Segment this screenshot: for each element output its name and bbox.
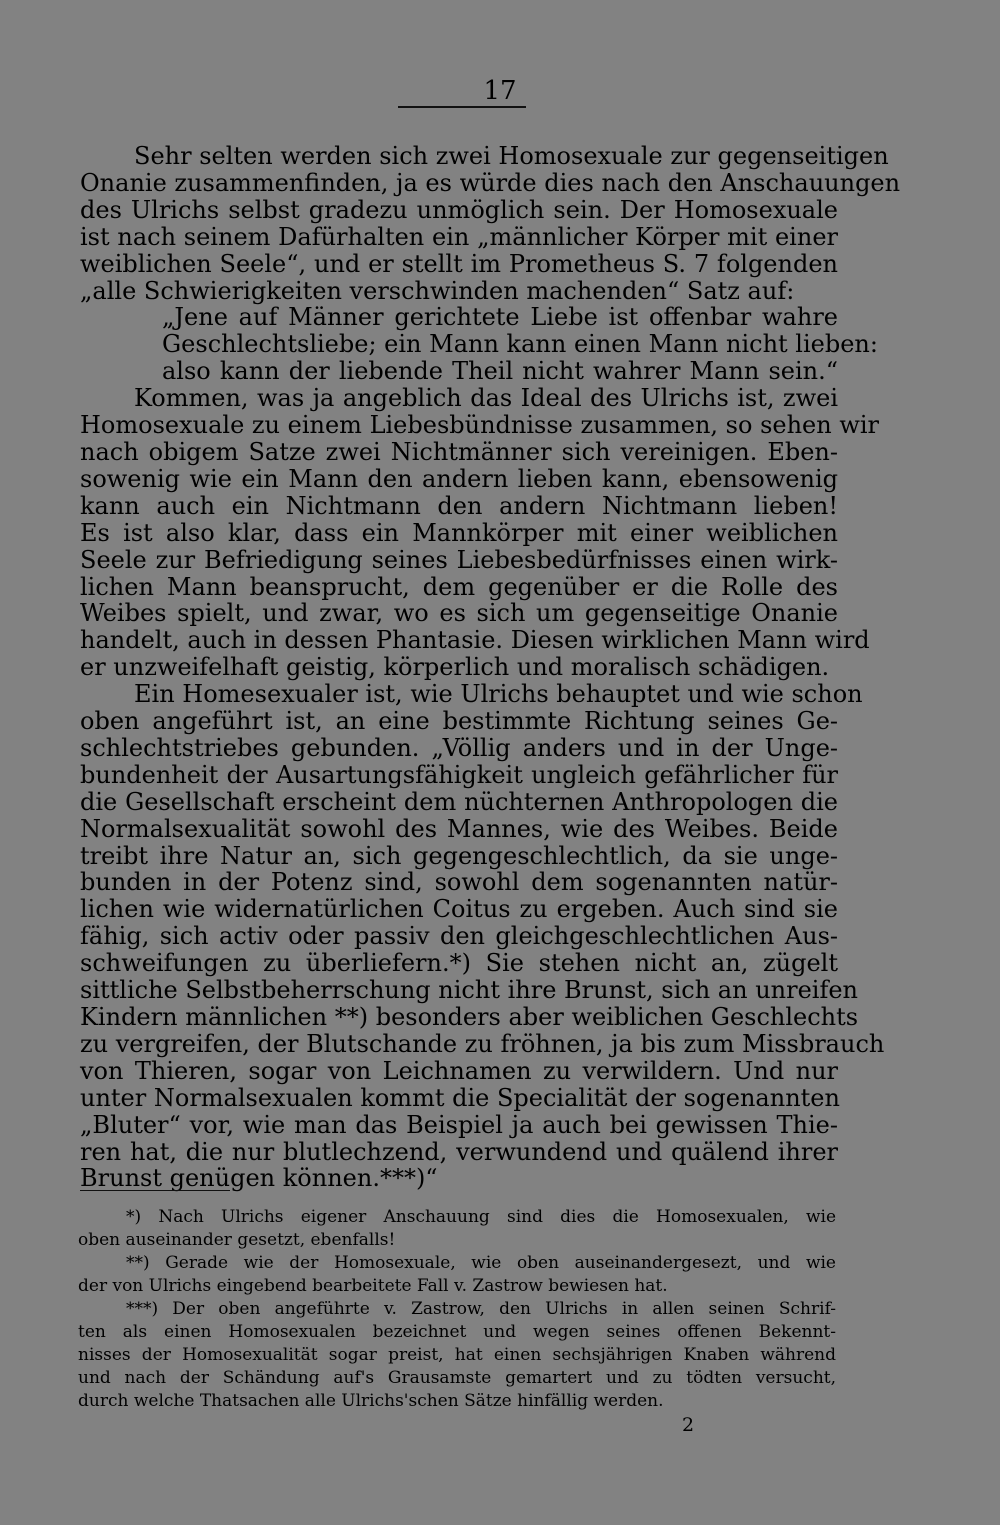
footnote-line: ten als einen Homosexualen bezeichnet und wegen seines offenen Bekennt- [78,1322,836,1342]
text-line: also kann der liebende Theil nicht wahrer Mann sein.“ [162,357,838,386]
text-line: zu vergreifen, der Blutschande zu fröhnen, ja bis zum Missbrauch [80,1029,885,1058]
text-line: Sehr selten werden sich zwei Homosexuale zur gegenseitigen [134,142,889,170]
text-line: ren hat, die nur blutlechzend, verwundend und quälend ihrer [80,1137,838,1166]
footnote-separator [80,1190,230,1191]
body-text [80,142,901,1193]
text-line: des Ulrichs selbst gradezu unmöglich sein. Der Homosexuale [80,195,838,224]
text-line: Kommen, was ja angeblich das Ideal des Ulrichs ist, zwei [134,384,838,413]
text-line: Normalsexualität sowohl des Mannes, wie des Weibes. Beide [80,814,838,843]
footnote-line: und nach der Schändung auf's Grausamste gemartert und zu tödten versucht, [78,1368,836,1388]
text-line: „Jene auf Männer gerichtete Liebe ist offenbar wahre [162,303,838,332]
text-line: kann auch ein Nichtmann den andern Nichtmann lieben! [80,491,838,520]
footnote-line: der von Ulrichs eingebend bearbeitete Fall v. Zastrow bewiesen hat. [78,1276,668,1296]
page-number-rule [398,106,526,108]
text-line: sittliche Selbstbeherrschung nicht ihre Brunst, sich an unreifen [80,976,859,1005]
text-line: „Bluter“ vor, wie man das Beispiel ja auch bei gewissen Thie- [80,1110,838,1139]
text-line: von Thieren, sogar von Leichnamen zu verwildern. Und nur [80,1056,838,1085]
text-line: weiblichen Seele“, und er stellt im Prometheus S. 7 folgenden [80,249,838,278]
text-line: Weibes spielt, und zwar, wo es sich um gegenseitige Onanie [80,599,838,628]
footnote-line: oben auseinander gesetzt, ebenfalls! [78,1230,396,1250]
footnote-line: durch welche Thatsachen alle Ulrichs'schen Sätze hinfällig werden. [78,1391,664,1411]
text-line: Geschlechtsliebe; ein Mann kann einen Mann nicht lieben: [162,330,878,359]
text-line: treibt ihre Natur an, sich gegengeschlechtlich, da sie unge- [80,841,838,870]
text-line: die Gesellschaft erscheint dem nüchternen Anthropologen die [80,787,838,816]
page-number: 17 [483,76,517,106]
footnote-line: *) Nach Ulrichs eigener Anschauung sind dies die Homosexualen, wie [126,1207,836,1227]
footnote-line: **) Gerade wie der Homosexuale, wie oben auseinandergesezt, und wie [126,1253,836,1273]
text-line: Seele zur Befriedigung seines Liebesbedürfnisses einen wirk- [80,545,838,574]
text-line: unter Normalsexualen kommt die Specialität der sogenannten [80,1083,840,1112]
text-line: schweifungen zu überliefern.*) Sie stehen nicht an, zügelt [80,949,838,978]
text-line: lichen wie widernatürlichen Coitus zu ergeben. Auch sind sie [80,895,838,924]
text-line: bundenheit der Ausartungsfähigkeit ungleich gefährlicher für [80,760,838,789]
text-line: lichen Mann beansprucht, dem gegenüber er die Rolle des [80,572,838,601]
text-line: Ein Homesexualer ist, wie Ulrichs behauptet und wie schon [134,680,863,709]
footnote-line: ***) Der oben angeführte v. Zastrow, den Ulrichs in allen seinen Schrif- [126,1299,836,1319]
text-line: Homosexuale zu einem Liebesbündnisse zusammen, so sehen wir [80,411,880,440]
text-line: ist nach seinem Dafürhalten ein „männlicher Körper mit einer [80,222,838,251]
text-line: Brunst genügen können.***)“ [80,1164,438,1193]
footnote-line: nisses der Homosexualität sogar preist, hat einen sechsjährigen Knaben während [78,1345,836,1365]
text-line: fähig, sich activ oder passiv den gleichgeschlechtlichen Aus- [80,922,838,951]
text-line: „alle Schwierigkeiten verschwinden machenden“ Satz auf: [80,276,795,305]
text-line: schlechtstriebes gebunden. „Völlig anders und in der Unge- [80,733,838,762]
signature-mark: 2 [682,1414,695,1436]
text-line: Kindern männlichen **) besonders aber weiblichen Geschlechts [80,1003,859,1031]
text-line: nach obigem Satze zwei Nichtmänner sich vereinigen. Eben- [80,437,838,466]
text-line: oben angeführt ist, an eine bestimmte Richtung seines Ge- [80,707,838,736]
text-line: bunden in der Potenz sind, sowohl dem sogenannten natür- [80,868,838,897]
footnotes [78,1206,836,1413]
text-line: handelt, auch in dessen Phantasie. Diesen wirklichen Mann wird [80,626,870,655]
text-line: Onanie zusammenfinden, ja es würde dies nach den Anschauungen [80,168,901,197]
text-line: Es ist also klar, dass ein Mannkörper mit einer weiblichen [80,518,838,547]
text-line: sowenig wie ein Mann den andern lieben kann, ebensowenig [80,464,838,493]
text-line: er unzweifelhaft geistig, körperlich und moralisch schädigen. [80,653,830,682]
